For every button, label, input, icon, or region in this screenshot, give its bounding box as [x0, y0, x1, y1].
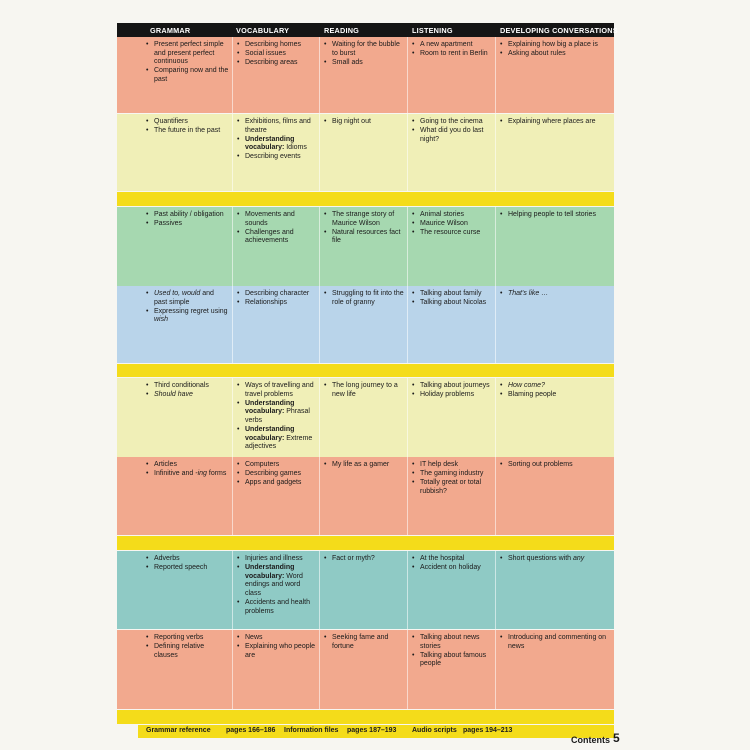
topic-item: • Explaining where places are: [499, 118, 611, 127]
column-divider: [407, 207, 408, 286]
topic-item: • How come?: [499, 382, 611, 391]
topic-item: • Short questions with any: [499, 555, 611, 564]
topic-item: • Quantifiers: [145, 118, 229, 127]
information-files-label: Information files: [284, 727, 339, 734]
cell-reading: [319, 551, 407, 629]
column-divider: [232, 630, 233, 709]
column-divider: [319, 37, 320, 113]
cell-grammar: [117, 630, 232, 709]
column-divider: [495, 378, 496, 457]
topic-item: • Computers: [236, 461, 316, 470]
topic-item: • Present perfect simple and present perfect continuous: [145, 41, 229, 67]
column-divider: [319, 286, 320, 363]
cell-reading: [319, 286, 407, 363]
column-divider: [495, 37, 496, 113]
topic-item: • The resource curse: [411, 229, 492, 238]
topic-item: • My life as a gamer: [323, 461, 404, 470]
cell-listening: [407, 37, 495, 113]
cell-developing-conversations: [495, 207, 614, 286]
grammar-reference-pages: pages 166–186: [226, 727, 276, 734]
cell-vocabulary: [232, 551, 319, 629]
topic-item: • Reported speech: [145, 564, 229, 573]
cell-vocabulary: [232, 457, 319, 535]
cell-reading: [319, 114, 407, 191]
topic-item: • Animal stories: [411, 211, 492, 220]
topic-item: • The long journey to a new life: [323, 382, 404, 399]
column-divider: [495, 286, 496, 363]
topic-item: • Social issues: [236, 50, 316, 59]
topic-item: • Talking about news stories: [411, 634, 492, 651]
topic-item: • Understanding vocabulary: Phrasal verbs: [236, 400, 316, 426]
topic-item: • Past ability / obligation: [145, 211, 229, 220]
cell-developing-conversations: [495, 37, 614, 113]
column-divider: [232, 207, 233, 286]
cell-grammar: [117, 207, 232, 286]
column-divider: [407, 37, 408, 113]
column-divider: [495, 457, 496, 535]
topic-item: • Describing areas: [236, 59, 316, 68]
information-files-pages: pages 187–193: [347, 727, 397, 734]
cell-listening: [407, 551, 495, 629]
yellow-divider-band: [117, 192, 614, 206]
cell-developing-conversations: [495, 457, 614, 535]
column-divider: [232, 551, 233, 629]
topic-item: • Explaining who people are: [236, 643, 316, 660]
topic-item: • Describing homes: [236, 41, 316, 50]
topic-item: • Waiting for the bubble to burst: [323, 41, 404, 58]
column-divider: [319, 457, 320, 535]
cell-listening: [407, 457, 495, 535]
column-divider: [232, 37, 233, 113]
topic-item: • Helping people to tell stories: [499, 211, 611, 220]
cell-vocabulary: [232, 378, 319, 457]
topic-item: • Describing games: [236, 470, 316, 479]
column-divider: [495, 630, 496, 709]
cell-grammar: [117, 457, 232, 535]
topic-item: • Accidents and health problems: [236, 599, 316, 616]
column-divider: [495, 207, 496, 286]
cell-reading: [319, 457, 407, 535]
topic-item: • Understanding vocabulary: Extreme adjectives: [236, 426, 316, 452]
cell-grammar: [117, 286, 232, 363]
unit-row: [117, 630, 614, 709]
topic-item: • Talking about famous people: [411, 652, 492, 669]
cell-vocabulary: [232, 114, 319, 191]
topic-item: • The strange story of Maurice Wilson: [323, 211, 404, 228]
topic-item: • Passives: [145, 220, 229, 229]
topic-item: • What did you do last night?: [411, 127, 492, 144]
topic-item: • Asking about rules: [499, 50, 611, 59]
cell-grammar: [117, 114, 232, 191]
topic-item: • Maurice Wilson: [411, 220, 492, 229]
topic-item: • Seeking fame and fortune: [323, 634, 404, 651]
unit-row: [117, 457, 614, 535]
grammar-reference-label: Grammar reference: [146, 727, 211, 734]
unit-row: [117, 37, 614, 113]
header-reading: READING: [324, 26, 360, 35]
cell-listening: [407, 286, 495, 363]
topic-item: • Exhibitions, films and theatre: [236, 118, 316, 135]
topic-item: • Movements and sounds: [236, 211, 316, 228]
unit-row: [117, 207, 614, 286]
column-divider: [319, 630, 320, 709]
topic-item: • Infinitive and -ing forms: [145, 470, 229, 479]
topic-item: • Describing character: [236, 290, 316, 299]
column-divider: [495, 114, 496, 191]
topic-item: • Blaming people: [499, 391, 611, 400]
topic-item: • Room to rent in Berlin: [411, 50, 492, 59]
topic-item: • Describing events: [236, 153, 316, 162]
topic-item: • Ways of travelling and travel problems: [236, 382, 316, 399]
topic-item: • Articles: [145, 461, 229, 470]
topic-item: • Talking about Nicolas: [411, 299, 492, 308]
cell-reading: [319, 37, 407, 113]
column-divider: [407, 114, 408, 191]
topic-item: • Going to the cinema: [411, 118, 492, 127]
cell-listening: [407, 207, 495, 286]
topic-item: • Talking about family: [411, 290, 492, 299]
topic-item: • Understanding vocabulary: Word endings and word class: [236, 564, 316, 598]
topic-item: • Injuries and illness: [236, 555, 316, 564]
topic-item: • Reporting verbs: [145, 634, 229, 643]
cell-grammar: [117, 378, 232, 457]
column-divider: [407, 551, 408, 629]
yellow-divider-band: [117, 536, 614, 550]
table-header: [117, 23, 618, 37]
header-grammar: GRAMMAR: [150, 26, 191, 35]
topic-item: • Relationships: [236, 299, 316, 308]
yellow-divider-band: [117, 364, 614, 377]
topic-item: • Challenges and achievements: [236, 229, 316, 246]
topic-item: • Small ads: [323, 59, 404, 68]
cell-grammar: [117, 37, 232, 113]
column-divider: [319, 207, 320, 286]
topic-item: • Accident on holiday: [411, 564, 492, 573]
topic-item: • IT help desk: [411, 461, 492, 470]
cell-vocabulary: [232, 37, 319, 113]
column-divider: [232, 114, 233, 191]
column-divider: [407, 457, 408, 535]
topic-item: • Adverbs: [145, 555, 229, 564]
column-divider: [495, 551, 496, 629]
cell-developing-conversations: [495, 630, 614, 709]
column-divider: [407, 378, 408, 457]
column-divider: [319, 114, 320, 191]
audio-scripts-label: Audio scripts: [412, 727, 457, 734]
cell-vocabulary: [232, 630, 319, 709]
topic-item: • Used to, would and past simple: [145, 290, 229, 307]
unit-row: [117, 378, 614, 457]
header-vocabulary: VOCABULARY: [236, 26, 290, 35]
cell-reading: [319, 207, 407, 286]
audio-scripts-pages: pages 194–213: [463, 727, 513, 734]
topic-item: • Introducing and commenting on news: [499, 634, 611, 651]
column-divider: [232, 286, 233, 363]
cell-developing-conversations: [495, 114, 614, 191]
topic-item: • Defining relative clauses: [145, 643, 229, 660]
topic-item: • Talking about journeys: [411, 382, 492, 391]
topic-item: • News: [236, 634, 316, 643]
cell-reading: [319, 378, 407, 457]
topic-item: • The future in the past: [145, 127, 229, 136]
reference-bar: [138, 725, 614, 738]
cell-reading: [319, 630, 407, 709]
cell-vocabulary: [232, 286, 319, 363]
unit-row: [117, 114, 614, 191]
column-divider: [319, 378, 320, 457]
topic-item: • Natural resources fact file: [323, 229, 404, 246]
contents-label: Contents: [571, 735, 610, 745]
topic-item: • The gaming industry: [411, 470, 492, 479]
topic-item: • Holiday problems: [411, 391, 492, 400]
column-divider: [232, 457, 233, 535]
topic-item: • Explaining how big a place is: [499, 41, 611, 50]
topic-item: • Sorting out problems: [499, 461, 611, 470]
cell-listening: [407, 630, 495, 709]
topic-item: • Expressing regret using wish: [145, 308, 229, 325]
topic-item: • Comparing now and the past: [145, 67, 229, 84]
cell-developing-conversations: [495, 378, 614, 457]
header-listening: LISTENING: [412, 26, 453, 35]
column-divider: [407, 630, 408, 709]
topic-item: • Totally great or total rubbish?: [411, 479, 492, 496]
unit-row: [117, 286, 614, 363]
topic-item: • A new apartment: [411, 41, 492, 50]
cell-listening: [407, 378, 495, 457]
topic-item: • Apps and gadgets: [236, 479, 316, 488]
topic-item: • At the hospital: [411, 555, 492, 564]
topic-item: • That's like …: [499, 290, 611, 299]
cell-listening: [407, 114, 495, 191]
cell-developing-conversations: [495, 286, 614, 363]
page-number: 5: [613, 731, 620, 745]
column-divider: [232, 378, 233, 457]
cell-vocabulary: [232, 207, 319, 286]
column-divider: [407, 286, 408, 363]
unit-row: [117, 551, 614, 629]
topic-item: • Understanding vocabulary: Idioms: [236, 136, 316, 153]
topic-item: • Big night out: [323, 118, 404, 127]
column-divider: [319, 551, 320, 629]
topic-item: • Should have: [145, 391, 229, 400]
cell-developing-conversations: [495, 551, 614, 629]
topic-item: • Fact or myth?: [323, 555, 404, 564]
topic-item: • Struggling to fit into the role of granny: [323, 290, 404, 307]
header-developing-conversations: DEVELOPING CONVERSATIONS: [500, 26, 618, 35]
topic-item: • Third conditionals: [145, 382, 229, 391]
cell-grammar: [117, 551, 232, 629]
yellow-divider-band: [117, 710, 614, 724]
